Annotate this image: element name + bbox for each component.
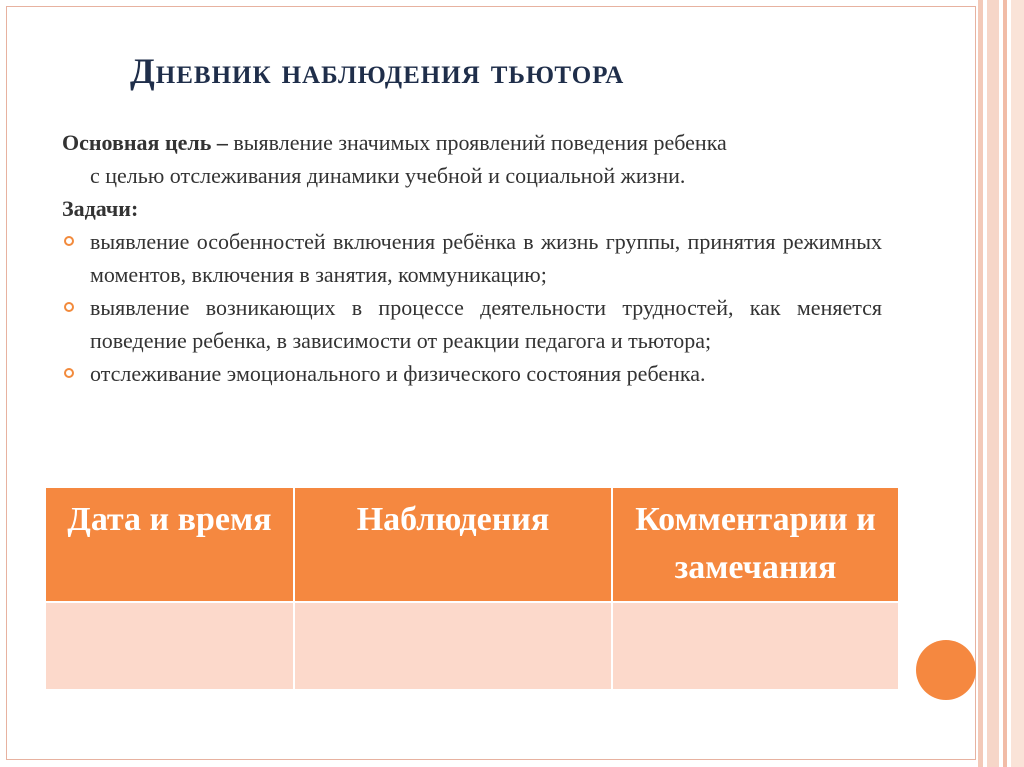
list-item bbox=[62, 291, 882, 357]
header-observations: Наблюдения bbox=[294, 488, 612, 602]
task-text: отслеживание эмоционального и физического состояния ребенка. bbox=[90, 361, 706, 386]
decorative-circle bbox=[916, 640, 976, 700]
table-cell[interactable] bbox=[46, 602, 294, 689]
header-date-time: Дата и время bbox=[46, 488, 294, 602]
decorative-stripes bbox=[978, 0, 1024, 767]
slide-title: Дневник наблюдения тьютора bbox=[130, 51, 625, 91]
goal-label: Основная цель – bbox=[62, 130, 228, 155]
task-text: выявление возникающих в процессе деятельности трудностей, как меняется поведение ребенка, в зависимости от реакции педагога и тьютора; bbox=[90, 295, 882, 353]
circle-bullet-icon bbox=[64, 236, 74, 246]
header-comments: Комментарии и замечания bbox=[612, 488, 898, 602]
observation-table bbox=[46, 488, 898, 689]
table-row bbox=[46, 602, 898, 689]
goal-text-line1: выявление значимых проявлений поведения ребенка bbox=[227, 130, 727, 155]
table-cell[interactable] bbox=[294, 602, 612, 689]
circle-bullet-icon bbox=[64, 302, 74, 312]
tasks-list bbox=[62, 225, 882, 390]
list-item bbox=[62, 357, 882, 390]
circle-bullet-icon bbox=[64, 368, 74, 378]
table-cell[interactable] bbox=[612, 602, 898, 689]
goal-text-line2: с целью отслеживания динамики учебной и социальной жизни. bbox=[90, 163, 686, 188]
table-header-row bbox=[46, 488, 898, 602]
list-item bbox=[62, 225, 882, 291]
goal-paragraph bbox=[62, 126, 882, 192]
tasks-label: Задачи: bbox=[62, 196, 139, 221]
slide-content bbox=[62, 126, 882, 390]
task-text: выявление особенностей включения ребёнка в жизнь группы, принятия режимных моментов, включения в занятия, коммуникацию; bbox=[90, 229, 882, 287]
